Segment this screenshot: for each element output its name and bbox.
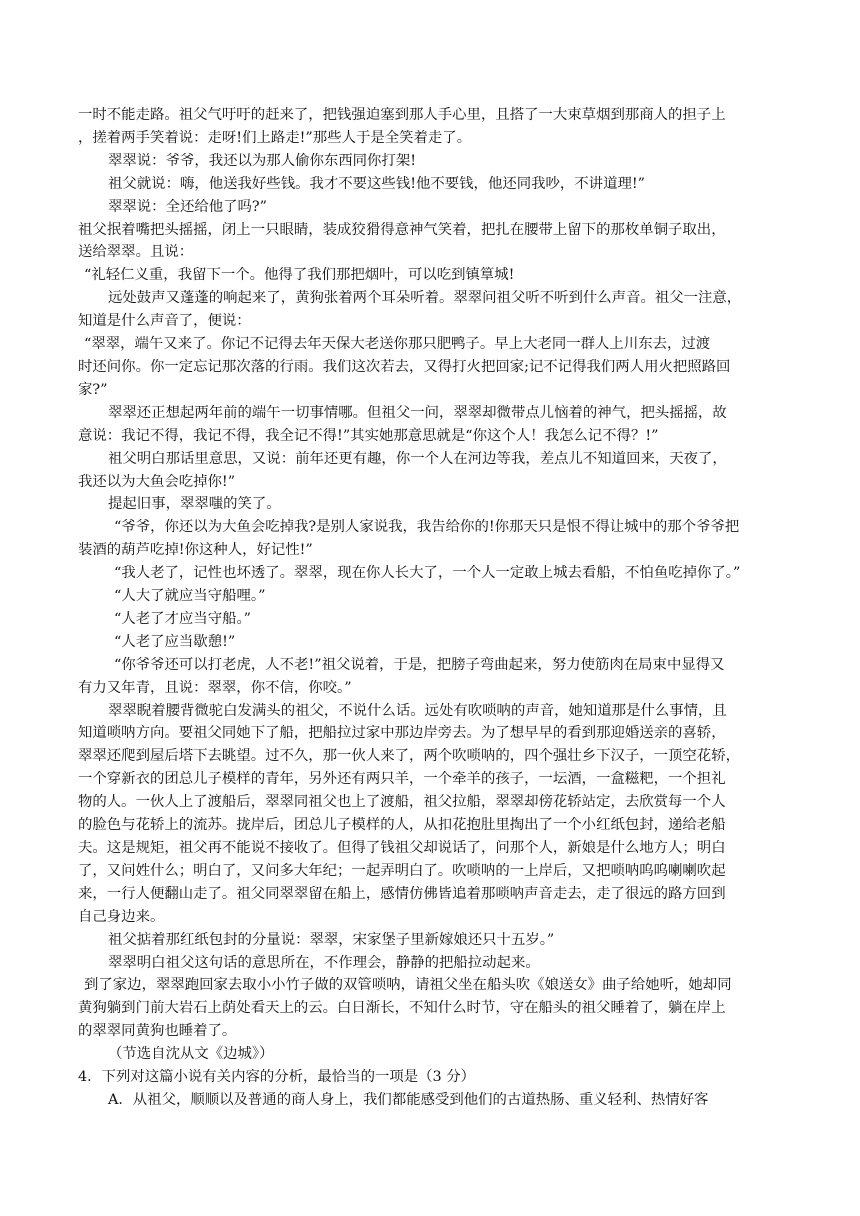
- text-line: 来，一行人便翻山走了。祖父同翠翠留在船上，感情仿佛皆追着那唢呐声音走去，走了很远的路方回到: [78, 885, 726, 902]
- text-line: “爷爷，你还以为大鱼会吃掉我?是别人家说我，我告给你的!你那天只是恨不得让城中的那个爷爷把: [114, 519, 740, 536]
- text-line: 的脸色与花轿上的流苏。拢岸后，团总儿子模样的人，从扣花抱肚里掏出了一个小红纸包封，递给老船: [78, 817, 726, 834]
- text-line: 有力又年青，且说：翠翠，你不信，你咬。”: [78, 679, 352, 696]
- text-line: 时还问你。你一定忘记那次落的行雨。我们这次若去，又得打火把回家;记不记得我们两人用火把照路回: [78, 358, 731, 375]
- text-line: 翠翠还爬到屋后塔下去眺望。过不久，那一伙人来了，两个吹唢呐的，四个强壮乡下汉子，一顶空花轿，: [78, 748, 740, 765]
- text-line: 翠翠睨着腰背微驼白发满头的祖父，不说什么话。远处有吹唢呐的声音，她知道那是什么事情，且: [108, 702, 727, 719]
- text-line: 祖父掂着那红纸包封的分量说：翠翠，宋家堡子里新嫁娘还只十五岁。”: [108, 931, 555, 948]
- text-line: 送给翠翠。且说：: [78, 244, 194, 261]
- text-line: 装酒的葫芦吃掉!你这种人，好记性!”: [78, 542, 313, 559]
- text-line: ，搓着两手笑着说：走呀!们上路走!”那些人于是全笑着走了。: [78, 129, 472, 146]
- text-line: “人老了应当歇憩!”: [114, 633, 236, 650]
- text-line: 夫。这是规矩，祖父再不能说不接收了。但得了钱祖父却说话了，问那个人，新娘是什么地方人；明白: [78, 840, 726, 856]
- text-line: 4．下列对这篇小说有关内容的分析，最恰当的一项是（3 分）: [78, 1069, 476, 1086]
- text-line: 的翠翠同黄狗也睡着了。: [78, 1023, 237, 1040]
- text-line: 翠翠明白祖父这句话的意思所在，不作理会，静静的把船拉动起来。: [108, 954, 540, 971]
- text-line: 提起旧事，翠翠嗤的笑了。: [108, 496, 281, 513]
- text-line: 祖父明白那话里意思，又说：前年还更有趣，你一个人在河边等我，差点儿不知道回来，天夜了，: [108, 450, 727, 467]
- text-line: “翠翠，端午又来了。你记不记得去年天保大老送你那只肥鸭子。早上大老同一群人上川东去，过渡: [84, 336, 711, 353]
- text-line: 一个穿新衣的团总儿子模样的青年，另外还有两只羊，一个牵羊的孩子，一坛酒，一盒糍粑，一个担礼: [78, 771, 726, 788]
- text-line: （节选自沈从文《边城》）: [108, 1046, 274, 1063]
- text-line: 翠翠还正想起两年前的端午一切事情哪。但祖父一问，翠翠却微带点儿恼着的神气，把头摇摇，故: [108, 404, 727, 421]
- text-line: 翠翠说：全还给他了吗?”: [108, 198, 267, 215]
- text-line: 祖父抿着嘴把头摇摇，闭上一只眼睛，装成狡猾得意神气笑着，把扎在腰带上留下的那枚单铜子取出，: [78, 221, 726, 238]
- text-line: 意说：我记不得，我记不得，我全记不得!”其实她那意思就是“你这个人！我怎么记不得？!”: [78, 427, 659, 444]
- text-line: 自己身边来。: [78, 908, 165, 925]
- text-line: 一时不能走路。祖父气吁吁的赶来了，把钱强迫塞到那人手心里，且搭了一大束草烟到那商人的担子上: [78, 107, 726, 123]
- text-line: 黄狗躺到门前大岩石上荫处看天上的云。白日渐长，不知什么时节，守在船头的祖父睡着了，躺在岸上: [78, 1000, 726, 1017]
- text-line: “我人老了，记性也坏透了。翠翠，现在你人长大了，一个人一定敢上城去看船，不怕鱼吃掉你了。”: [114, 565, 741, 582]
- text-line: 物的人。一伙人上了渡船后，翠翠同祖父也上了渡船，祖父拉船，翠翠却傍花轿站定，去欣赏每一个人: [78, 794, 726, 811]
- text-line: 翠翠说：爷爷，我还以为那人偷你东西同你打架!: [108, 152, 416, 169]
- text-line: “礼轻仁义重，我留下一个。他得了我们那把烟叶，可以吃到镇筸城!: [84, 267, 515, 284]
- text-line: “你爷爷还可以打老虎，人不老!”祖父说着，于是，把膀子弯曲起来，努力使筋肉在局束中显得又: [114, 656, 725, 673]
- text-line: 我还以为大鱼会吃掉你!”: [78, 473, 236, 490]
- text-line: A．从祖父，顺顺以及普通的商人身上，我们都能感受到他们的古道热肠、重义轻利、热情好客: [108, 1091, 709, 1108]
- text-line: “人大了就应当守船哩。”: [114, 588, 266, 605]
- text-line: 了，又问姓什么；明白了，又问多大年纪；一起弄明白了。吹唢呐的一上岸后，又把唢呐呜呜喇喇吹起: [78, 862, 726, 879]
- text-line: 远处鼓声又蓬蓬的响起来了，黄狗张着两个耳朵听着。翠翠问祖父听不听到什么声音。祖父一注意，: [108, 290, 742, 307]
- text-line: 祖父就说：嗨，他送我好些钱。我才不要这些钱!他不要钱，他还同我吵，不讲道理!”: [108, 175, 645, 192]
- text-line: “人老了才应当守船。”: [114, 610, 252, 627]
- text-line: 家?”: [78, 381, 108, 398]
- text-line: 知道唢呐方向。要祖父同她下了船，把船拉过家中那边岸旁去。为了想早早的看到那迎婚送亲的喜轿，: [78, 725, 726, 742]
- text-line: 知道是什么声音了，便说：: [78, 313, 251, 330]
- text-line: 到了家边，翠翠跑回家去取小小竹子做的双管唢呐，请祖父坐在船头吹《娘送女》曲子给她听，她却同: [84, 977, 732, 994]
